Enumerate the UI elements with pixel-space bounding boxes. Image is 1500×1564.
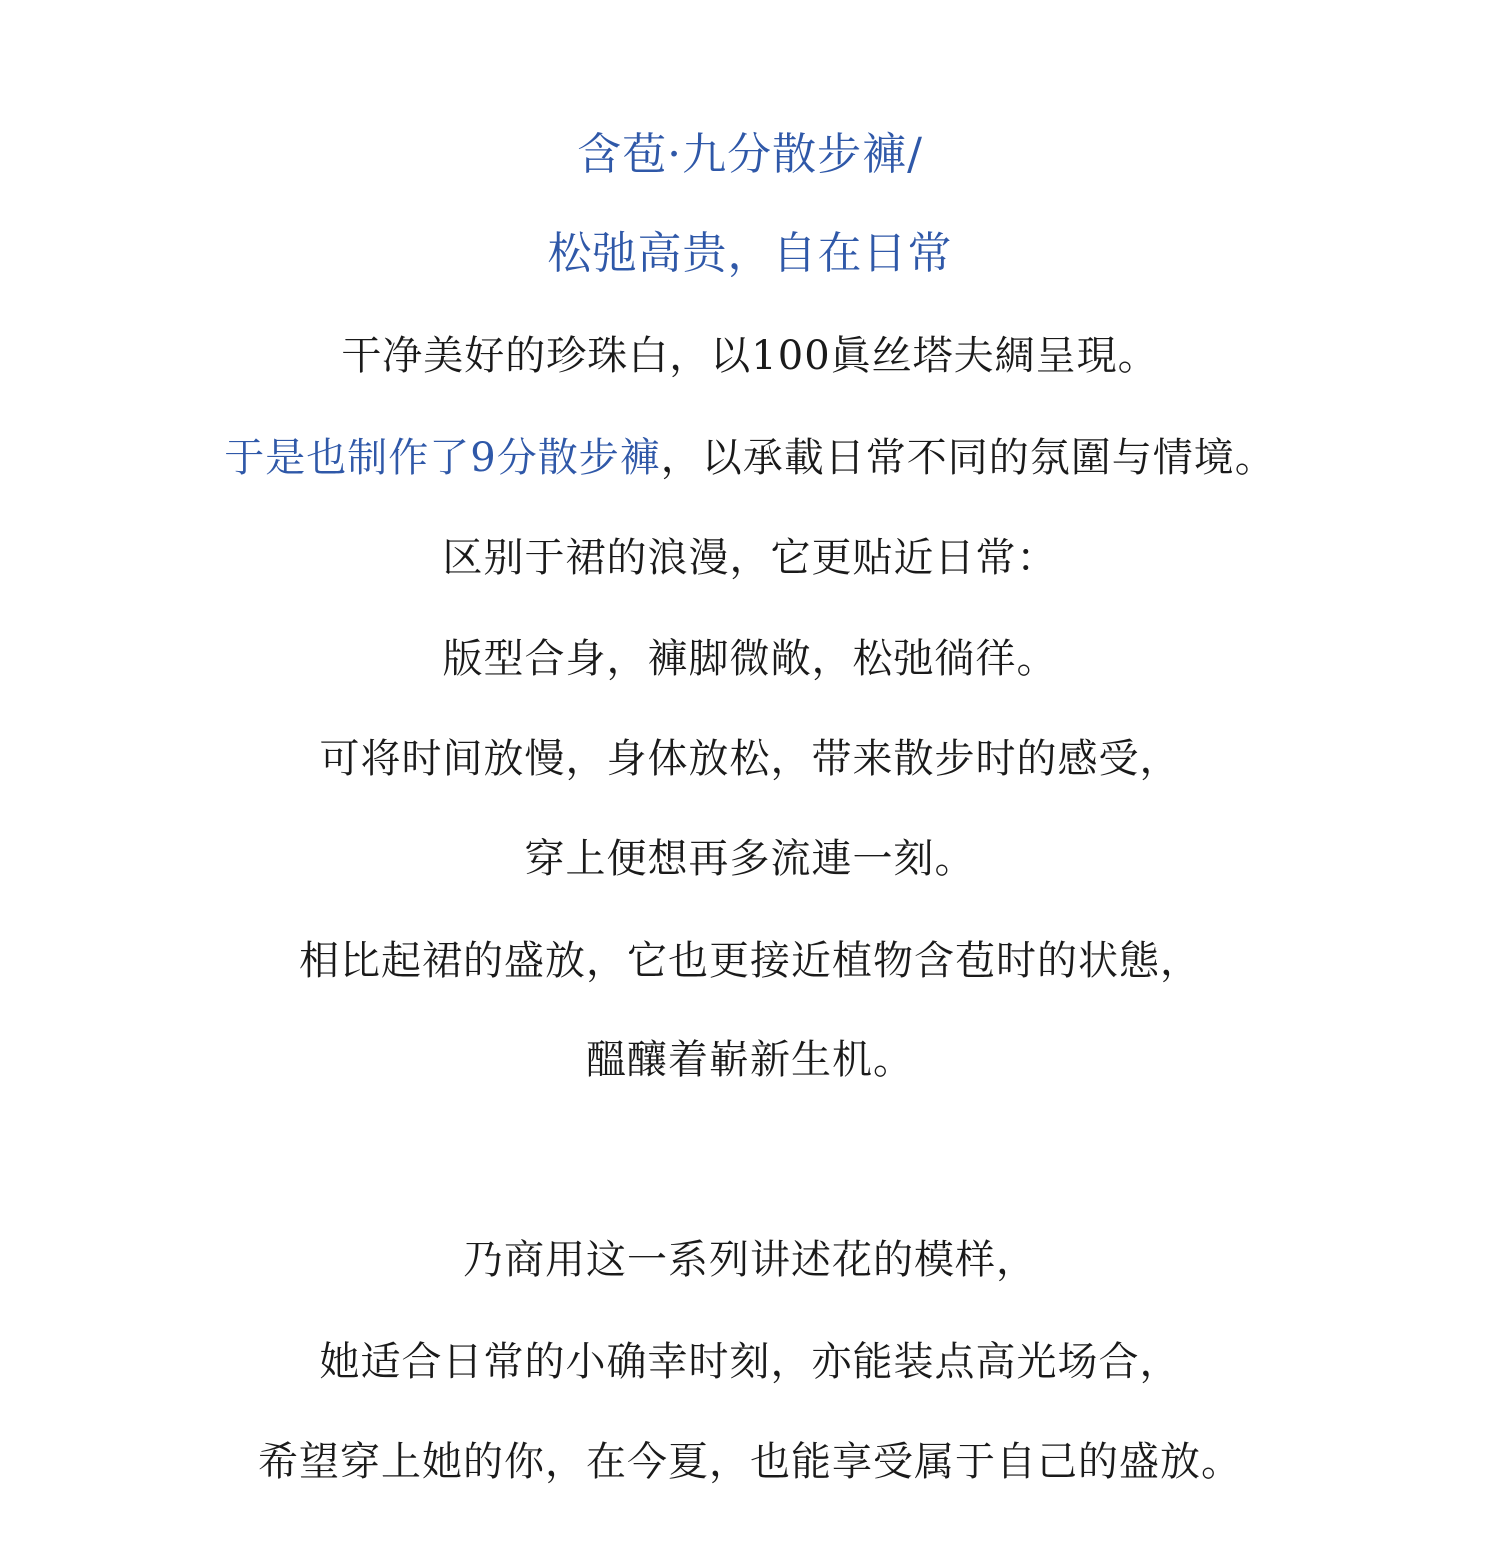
body-line-2-highlight: 于是也制作了9分散步褲 <box>224 435 661 481</box>
body-line-5: 可将时间放慢，身体放松，带来散步时的感受， <box>319 736 1181 782</box>
body-line-3: 区别于裙的浪漫，它更贴近日常： <box>442 535 1058 581</box>
title-line-1: 含苞·九分散步褲/ <box>577 129 923 180</box>
body-line-11: 希望穿上她的你，在今夏，也能享受属于自己的盛放。 <box>258 1439 1242 1485</box>
body-line-2-rest: ，以承載日常不同的氛圍与情境。 <box>660 435 1276 481</box>
body-line-7: 相比起裙的盛放，它也更接近植物含苞时的状態， <box>299 938 1201 984</box>
body-line-2 <box>0 430 1500 486</box>
body-line-9: 乃商用这一系列讲述花的模样， <box>463 1237 1037 1283</box>
title-line-2: 松弛高贵，自在日常 <box>547 228 953 279</box>
body-line-1: 干净美好的珍珠白，以100眞丝塔夫綢呈現。 <box>341 333 1159 379</box>
body-line-6: 穿上便想再多流連一刻。 <box>524 836 976 882</box>
body-line-8: 醞釀着嶄新生机。 <box>586 1037 914 1083</box>
body-line-10: 她适合日常的小确幸时刻，亦能装点高光场合， <box>319 1339 1181 1385</box>
body-line-4: 版型合身，褲脚微敞，松弛徜徉。 <box>442 636 1058 682</box>
